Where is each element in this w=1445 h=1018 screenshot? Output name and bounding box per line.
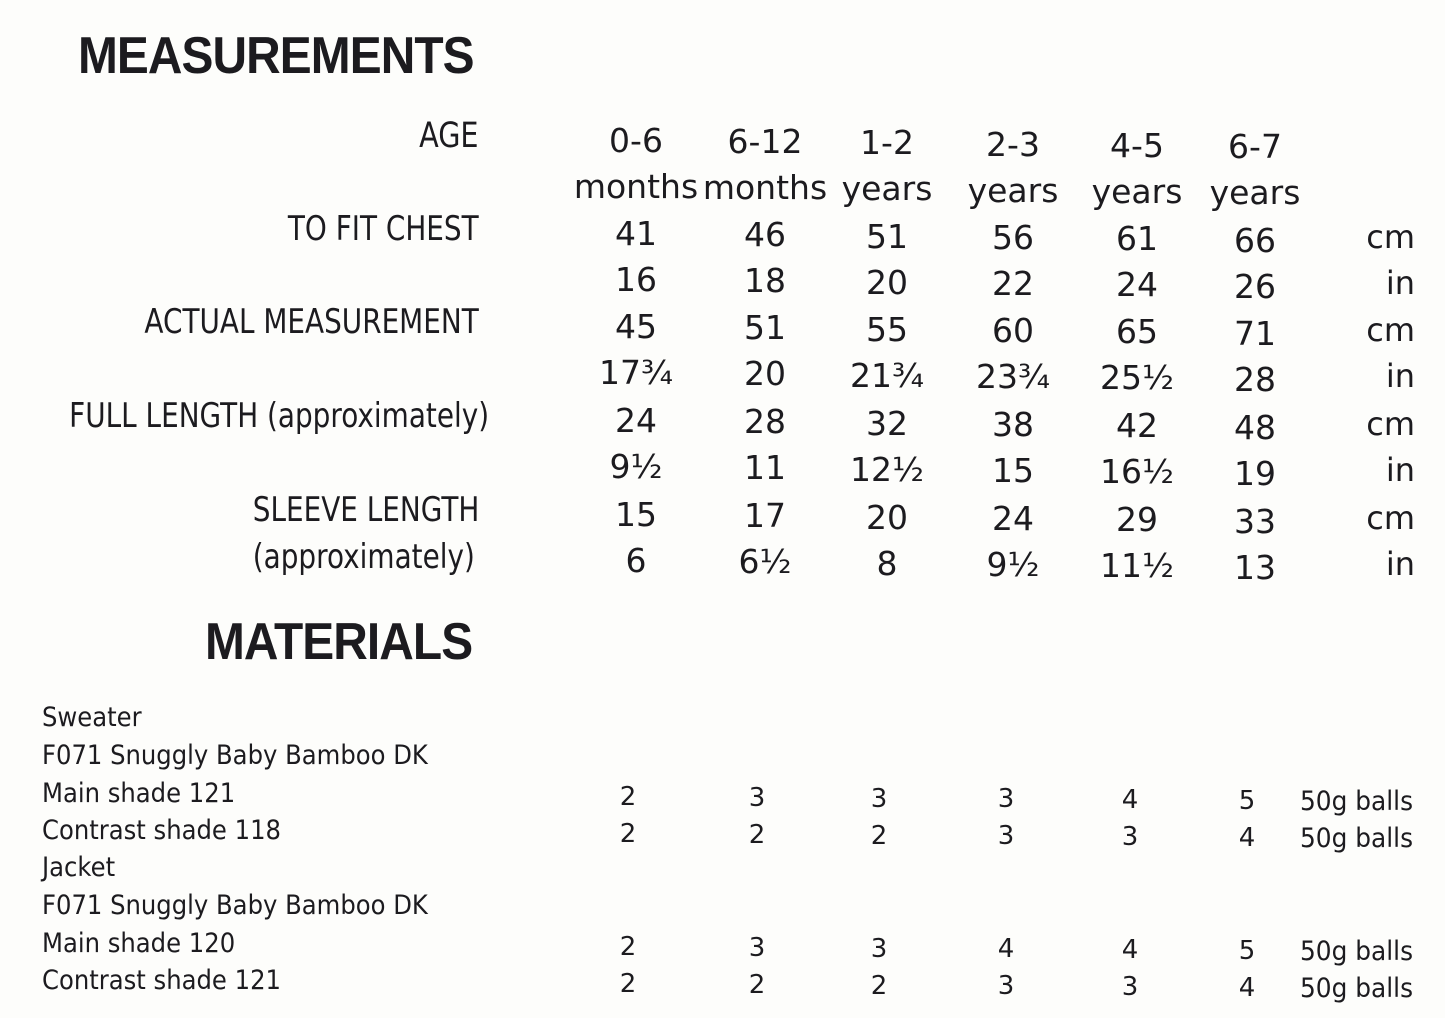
ball-count: 2 [619, 932, 637, 962]
value-in: 11 [744, 448, 786, 488]
ball-count: 4 [1121, 935, 1139, 966]
unit-balls: 50g balls [1300, 823, 1414, 854]
age-range: 6-7 [1228, 127, 1282, 166]
value-cm: 46 [744, 215, 786, 255]
row-label: ACTUAL MEASUREMENT [144, 302, 479, 342]
ball-count: 2 [748, 819, 766, 850]
ball-count: 3 [748, 932, 766, 963]
value-cm: 24 [615, 401, 657, 440]
value-in: 18 [744, 261, 786, 301]
age-range: 4-5 [1110, 125, 1164, 165]
value-in: 15 [992, 450, 1034, 490]
value-in: 23¾ [976, 356, 1050, 396]
value-cm: 51 [744, 308, 786, 348]
ball-count: 4 [997, 934, 1015, 965]
ball-count: 3 [1121, 822, 1139, 853]
value-cm: 42 [1116, 406, 1158, 446]
value-in: 28 [1234, 359, 1276, 399]
value-in: 16 [615, 260, 657, 299]
value-cm: 17 [744, 496, 786, 536]
value-cm: 65 [1116, 312, 1158, 352]
value-cm: 41 [615, 214, 657, 253]
ball-count: 4 [1238, 823, 1256, 853]
value-cm: 48 [1234, 407, 1276, 447]
ball-count: 2 [870, 820, 888, 851]
age-label: AGE [419, 116, 479, 156]
ball-count: 3 [870, 933, 888, 964]
value-in: 22 [992, 263, 1034, 303]
age-unit: months [573, 167, 699, 206]
ball-count: 4 [1238, 973, 1256, 1003]
value-in: 19 [1234, 453, 1276, 493]
ball-count: 3 [997, 784, 1015, 815]
value-cm: 15 [615, 495, 657, 534]
value-cm: 71 [1234, 313, 1276, 353]
ball-count: 3 [997, 971, 1015, 1002]
ball-count: 2 [619, 782, 637, 812]
value-cm: 33 [1234, 501, 1276, 541]
age-range: 0-6 [609, 121, 663, 160]
unit-balls: 50g balls [1300, 936, 1414, 967]
value-cm: 20 [866, 497, 908, 537]
ball-count: 2 [870, 970, 888, 1001]
unit-in: in [1385, 545, 1415, 583]
value-cm: 61 [1116, 219, 1158, 259]
value-cm: 38 [992, 404, 1034, 444]
shade-label: Contrast shade 118 [42, 815, 281, 846]
value-in: 13 [1234, 547, 1276, 587]
age-range: 6-12 [727, 122, 803, 162]
value-in: 24 [1116, 265, 1158, 305]
shade-label: Main shade 120 [42, 928, 236, 959]
age-range: 1-2 [860, 123, 914, 163]
shade-label: Contrast shade 121 [42, 965, 281, 996]
value-cm: 32 [866, 403, 908, 443]
measurements-heading: MEASUREMENTS [78, 27, 474, 85]
value-in: 20 [744, 354, 786, 394]
garment-name: Sweater [42, 702, 142, 733]
value-in: 9½ [986, 544, 1040, 584]
value-cm: 55 [866, 309, 908, 349]
unit-in: in [1385, 264, 1415, 302]
value-cm: 51 [866, 216, 908, 256]
value-in: 25½ [1100, 358, 1174, 398]
value-in: 8 [876, 543, 898, 583]
unit-balls: 50g balls [1300, 786, 1414, 817]
row-label: SLEEVE LENGTH [252, 490, 479, 530]
value-in: 6 [625, 541, 647, 580]
unit-balls: 50g balls [1300, 973, 1414, 1004]
value-in: 11½ [1100, 546, 1174, 586]
value-in: 20 [866, 262, 908, 302]
ball-count: 5 [1238, 936, 1256, 966]
value-cm: 45 [615, 307, 657, 346]
age-unit: years [1091, 171, 1183, 211]
unit-cm: cm [1366, 311, 1415, 349]
ball-count: 3 [870, 783, 888, 814]
value-in: 16½ [1100, 452, 1174, 492]
unit-cm: cm [1366, 405, 1415, 443]
materials-heading: MATERIALS [205, 613, 473, 671]
age-unit: years [841, 169, 933, 209]
value-in: 21¾ [850, 355, 924, 395]
shade-label: Main shade 121 [42, 778, 236, 809]
row-label: TO FIT CHEST [288, 209, 479, 249]
yarn-name: F071 Snuggly Baby Bamboo DK [42, 890, 428, 921]
ball-count: 3 [997, 821, 1015, 852]
value-in: 9½ [609, 447, 663, 486]
value-cm: 66 [1234, 220, 1276, 260]
row-label-sub: (approximately) [252, 537, 475, 577]
value-in: 26 [1234, 266, 1276, 306]
unit-cm: cm [1366, 499, 1415, 537]
value-cm: 24 [992, 498, 1034, 538]
value-in: 12½ [850, 449, 924, 489]
age-unit: years [1209, 173, 1301, 212]
yarn-name: F071 Snuggly Baby Bamboo DK [42, 740, 428, 771]
ball-count: 2 [748, 969, 766, 1000]
value-cm: 29 [1116, 500, 1158, 540]
unit-in: in [1385, 451, 1415, 489]
value-cm: 56 [992, 217, 1034, 257]
ball-count: 3 [748, 782, 766, 813]
row-label: FULL LENGTH (approximately) [69, 396, 489, 436]
ball-count: 4 [1121, 785, 1139, 816]
unit-in: in [1385, 357, 1415, 395]
ball-count: 5 [1238, 786, 1256, 816]
ball-count: 2 [619, 819, 637, 849]
ball-count: 2 [619, 969, 637, 999]
ball-count: 3 [1121, 972, 1139, 1003]
age-range: 2-3 [986, 124, 1040, 164]
value-in: 17¾ [599, 353, 673, 392]
value-cm: 28 [744, 402, 786, 442]
value-in: 6½ [738, 542, 792, 582]
unit-cm: cm [1366, 218, 1415, 256]
value-cm: 60 [992, 310, 1034, 350]
age-unit: months [702, 168, 828, 208]
age-unit: years [967, 170, 1059, 210]
garment-name: Jacket [42, 852, 116, 883]
